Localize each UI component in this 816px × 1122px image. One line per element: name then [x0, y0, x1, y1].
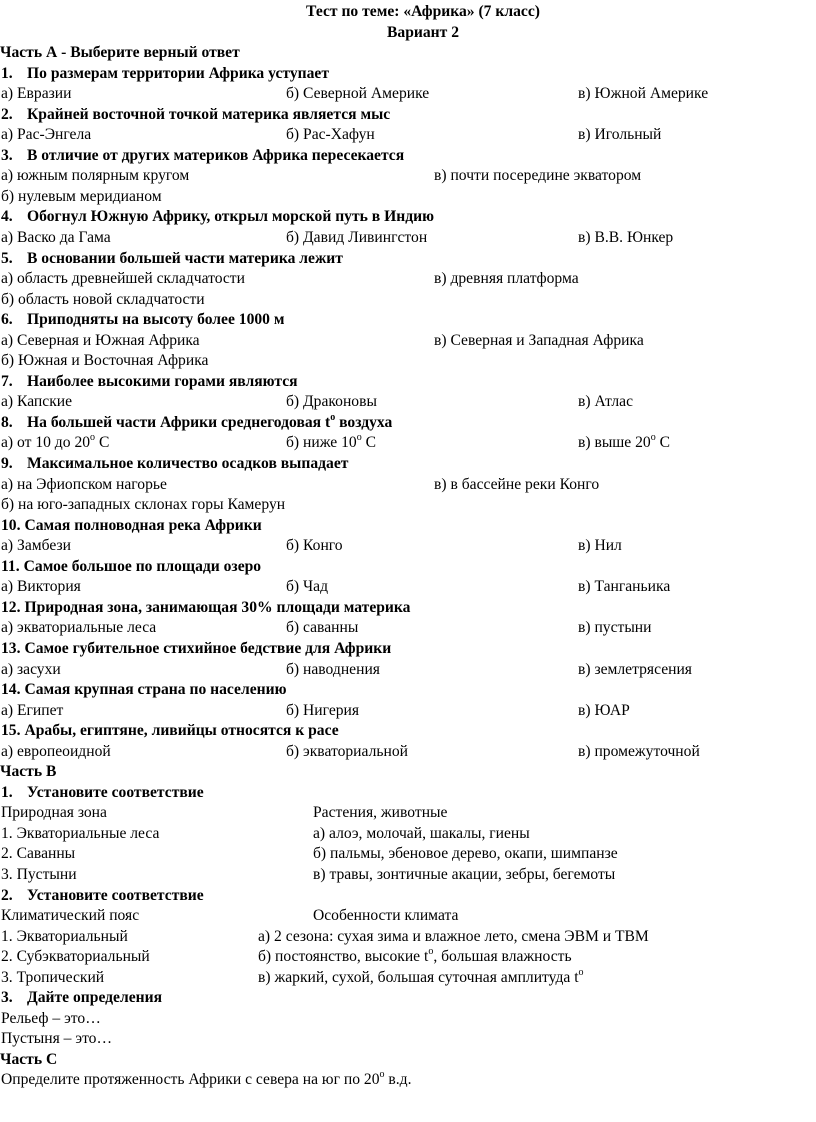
column-header-right: Особенности климата	[313, 907, 459, 925]
answer-option-b-text: б) наводнения	[286, 660, 380, 678]
answer-row	[0, 187, 816, 208]
answer-row	[0, 228, 816, 249]
question-label: Наиболее высокими горами являются	[27, 372, 298, 390]
match-right-item	[258, 927, 649, 948]
answer-option-b-text: б) Давид Ливингстон	[286, 229, 428, 247]
question-label: В основании большей части материка лежит	[27, 249, 343, 267]
answer-row	[0, 701, 816, 722]
answer-option-c-text: в) землетрясения	[578, 660, 692, 678]
question-label: Максимальное количество осадков выпадает	[27, 455, 349, 473]
question-line	[0, 207, 816, 228]
answer-option-c-text: в) выше 20	[578, 434, 651, 452]
answer-row	[0, 660, 816, 681]
question-number: 9.	[1, 455, 13, 473]
question-number: 5.	[1, 249, 13, 267]
match-row	[0, 824, 816, 845]
question-text	[0, 208, 434, 225]
answer-row	[0, 495, 816, 516]
match-right-item	[258, 947, 572, 968]
question-label: Установите соответствие	[27, 886, 204, 904]
answer-option-a-text: а) европеоидной	[1, 742, 111, 760]
question-line	[0, 105, 816, 126]
answer-option-b	[286, 660, 380, 681]
question-label: Дайте определения	[27, 989, 163, 1007]
degree-sup: о	[428, 945, 434, 957]
definition-line: Рельеф – это…	[1, 1009, 101, 1027]
answer-option-c	[578, 228, 673, 249]
answer-row	[0, 331, 816, 352]
question-label: На большей части Африки среднегодовая t	[27, 413, 331, 431]
variant-label: Вариант 2	[387, 23, 459, 41]
question-label: Природная зона, занимающая 30% площади материка	[24, 598, 411, 616]
question-text	[0, 373, 298, 390]
question-line	[0, 64, 816, 85]
question-text	[0, 887, 204, 904]
answer-option-c-text: в) Южной Америке	[578, 85, 709, 103]
question-text	[0, 147, 404, 164]
column-header-right: Растения, животные	[313, 804, 448, 822]
match-left-item: 3. Тропический	[1, 968, 105, 986]
answer-option-c-text: в) Нил	[578, 537, 622, 555]
answer-option-b-text: б) Северной Америке	[286, 85, 430, 103]
answer-row	[0, 475, 816, 496]
answer-option-c	[578, 701, 630, 722]
text-line	[0, 1070, 816, 1091]
question-line	[0, 516, 816, 537]
degree-sup: о	[578, 966, 584, 978]
match-right-item	[313, 865, 615, 886]
question-text	[0, 455, 348, 472]
text-line	[0, 2, 816, 23]
part-b-title: Часть В	[0, 763, 57, 781]
answer-option-b-text: б) Нигерия	[286, 701, 360, 719]
answer-option-c-text: в) промежуточной	[578, 742, 700, 760]
answer-option-c	[578, 577, 670, 598]
part-c-title: Часть С	[0, 1050, 58, 1068]
match-right-text: в) жаркий, сухой, большая суточная амплитуда t	[258, 968, 579, 986]
answer-option-b: б) область новой складчатости	[1, 290, 205, 308]
match-right-text: в) травы, зонтичные акации, зебры, бегемоты	[313, 865, 616, 883]
question-text	[0, 640, 391, 657]
question-label: Приподняты на высоту более 1000 м	[27, 311, 285, 329]
text-line	[0, 783, 816, 804]
question-text	[0, 311, 284, 328]
answer-option-b	[286, 228, 427, 249]
match-left-item: 1. Экваториальный	[1, 927, 128, 945]
answer-option-b-text: б) Конго	[286, 537, 343, 555]
answer-option-c	[578, 84, 708, 105]
answer-option-c	[578, 536, 622, 557]
answer-option-a	[1, 660, 61, 681]
question-number: 8.	[1, 413, 13, 431]
answer-option-a	[1, 618, 156, 639]
question-text	[0, 106, 390, 123]
answer-option-c	[578, 433, 670, 454]
answer-row	[0, 433, 816, 454]
part-c-question	[1, 1070, 412, 1091]
question-line	[0, 310, 816, 331]
answer-option-c	[578, 660, 692, 681]
match-right-item	[313, 844, 618, 865]
answer-row	[0, 392, 816, 413]
match-row	[0, 947, 816, 968]
degree-sup: о	[90, 432, 96, 444]
answer-option-c: в) Северная и Западная Африка	[434, 331, 644, 349]
answer-option-c-text: в) Игольный	[578, 126, 662, 144]
answer-option-a-text: а) Египет	[1, 701, 64, 719]
answer-row	[0, 742, 816, 763]
question-number: 7.	[1, 372, 13, 390]
text-line	[0, 1009, 816, 1030]
answer-option-a-text: а) Евразии	[1, 85, 72, 103]
question-text	[0, 784, 204, 801]
answer-option-b	[286, 392, 377, 413]
answer-option-b-text: б) Драконовы	[286, 393, 377, 411]
question-line	[0, 598, 816, 619]
answer-option-c-text: в) ЮАР	[578, 701, 630, 719]
text-line	[0, 1050, 816, 1071]
match-left-item: 2. Саванны	[1, 845, 76, 863]
text-line	[0, 988, 816, 1009]
answer-option-a-text: а) Рас-Энгела	[1, 126, 92, 144]
question-line	[0, 639, 816, 660]
question-line	[0, 413, 816, 434]
answer-tail: С	[655, 434, 671, 452]
answer-option-a-text: а) засухи	[1, 660, 61, 678]
question-number: 1.	[1, 64, 13, 82]
answer-option-c-text: в) Танганьика	[578, 578, 671, 596]
answer-row	[0, 618, 816, 639]
answer-option-a	[1, 84, 71, 105]
part-a-title: Часть А - Выберите верный ответ	[0, 44, 240, 62]
match-left-item: 3. Пустыни	[1, 865, 77, 883]
answer-option-a	[1, 228, 111, 249]
question-label: Самое большое по площади озеро	[23, 557, 262, 575]
match-right-item	[313, 824, 530, 845]
match-right-text: а) алоэ, молочай, шакалы, гиены	[313, 824, 530, 842]
answer-option-c-text: в) Атлас	[578, 393, 633, 411]
answer-row	[0, 84, 816, 105]
answer-option-a	[1, 392, 72, 413]
answer-option-a-text: а) Капские	[1, 393, 73, 411]
answer-option-c	[578, 742, 700, 763]
answer-option-b	[286, 433, 376, 454]
question-text	[0, 599, 410, 616]
question-line	[0, 146, 816, 167]
text-line	[0, 43, 816, 64]
question-text	[0, 558, 261, 575]
answer-option-a	[1, 577, 81, 598]
question-line	[0, 249, 816, 270]
question-label: Самая крупная страна по населению	[24, 681, 287, 699]
match-row	[0, 844, 816, 865]
answer-row	[0, 166, 816, 187]
match-row	[0, 968, 816, 989]
question-number: 6.	[1, 311, 13, 329]
answer-option-a: а) на Эфиопском нагорье	[1, 475, 167, 493]
answer-option-a: а) Северная и Южная Африка	[1, 331, 200, 349]
answer-option-a	[1, 125, 91, 146]
question-line	[0, 454, 816, 475]
answer-row	[0, 269, 816, 290]
answer-option-b	[286, 84, 429, 105]
answer-option-b-text: б) Рас-Хафун	[286, 126, 375, 144]
question-number: 12.	[1, 598, 21, 616]
question-label: Арабы, египтяне, ливийцы относятся к расе	[24, 722, 339, 740]
match-left-item: 2. Субэкваториальный	[1, 948, 150, 966]
question-label: Самое губительное стихийное бедствие для Африки	[24, 639, 392, 657]
text-line	[0, 906, 816, 927]
answer-option-c	[578, 618, 652, 639]
answer-option-b: б) на юго-западных склонах горы Камерун	[1, 496, 286, 514]
answer-option-a	[1, 536, 71, 557]
question-text	[0, 250, 343, 267]
answer-option-c	[578, 125, 661, 146]
answer-option-b: б) нулевым меридианом	[1, 187, 162, 205]
question-number: 3.	[1, 989, 13, 1007]
match-right-tail: , большая влажность	[433, 948, 572, 966]
answer-tail: С	[95, 434, 110, 452]
text-line	[0, 23, 816, 44]
column-header-left: Природная зона	[1, 804, 107, 822]
definition-line: Пустыня – это…	[1, 1030, 113, 1048]
answer-option-a-text: а) Васко да Гама	[1, 229, 111, 247]
match-right-text: б) пальмы, эбеновое дерево, окапи, шимпанзе	[313, 845, 618, 863]
answer-option-c	[578, 392, 633, 413]
answer-row	[0, 536, 816, 557]
column-header-left: Климатический пояс	[1, 907, 140, 925]
question-line	[0, 557, 816, 578]
answer-option-a	[1, 433, 109, 454]
answer-row	[0, 577, 816, 598]
question-number: 15.	[1, 722, 21, 740]
match-row	[0, 865, 816, 886]
answer-option-b-text: б) саванны	[286, 619, 359, 637]
answer-option-b-text: б) ниже 10	[286, 434, 357, 452]
question-number: 13.	[1, 639, 21, 657]
answer-option-b	[286, 701, 359, 722]
degree-sup: о	[379, 1069, 385, 1081]
match-right-text: а) 2 сезона: сухая зима и влажное лето, смена ЭВМ и ТВМ	[258, 927, 649, 945]
question-line	[0, 372, 816, 393]
answer-option-c: в) почти посередине экватором	[434, 167, 642, 185]
match-row	[0, 927, 816, 948]
question-number: 4.	[1, 208, 13, 226]
question-label: Самая полноводная река Африки	[24, 516, 262, 534]
text-line	[0, 803, 816, 824]
question-label: Крайней восточной точкой материка является мыс	[27, 105, 391, 123]
question-text	[0, 989, 162, 1006]
question-label-tail: воздуха	[335, 413, 393, 431]
answer-option-a-text: а) от 10 до 20	[1, 434, 91, 452]
match-right-item	[258, 968, 584, 989]
answer-option-c: в) древняя платформа	[434, 270, 579, 288]
match-left-item: 1. Экваториальные леса	[1, 824, 160, 842]
answer-option-b	[286, 618, 358, 639]
answer-option-b	[286, 742, 408, 763]
answer-option-a	[1, 701, 63, 722]
question-line	[0, 680, 816, 701]
question-text	[0, 65, 329, 82]
answer-option-a-text: а) Виктория	[1, 578, 81, 596]
question-label: Обогнул Южную Африку, открыл морской путь в Индию	[27, 208, 435, 226]
text-line	[0, 886, 816, 907]
part-c-text: Определите протяженность Африки с севера на юг по 20	[1, 1071, 380, 1089]
answer-option-a: а) область древнейшей складчатости	[1, 270, 245, 288]
question-number: 2.	[1, 105, 13, 123]
answer-option-a-text: а) экваториальные леса	[1, 619, 157, 637]
question-label: По размерам территории Африка уступает	[27, 64, 329, 82]
page-title: Тест по теме: «Африка» (7 класс)	[306, 3, 540, 20]
answer-option-b: б) Южная и Восточная Африка	[1, 352, 209, 370]
answer-option-b	[286, 125, 375, 146]
question-number: 11.	[1, 557, 20, 575]
degree-sup: о	[356, 432, 362, 444]
answer-row	[0, 351, 816, 372]
degree-sup: о	[650, 432, 656, 444]
answer-option-a-text: а) Замбези	[1, 537, 71, 555]
answer-option-b	[286, 577, 328, 598]
answer-option-c-text: в) пустыни	[578, 619, 652, 637]
part-c-tail: в.д.	[384, 1071, 412, 1089]
question-number: 14.	[1, 681, 21, 699]
question-line	[0, 721, 816, 742]
answer-option-a	[1, 742, 111, 763]
question-number: 1.	[1, 783, 13, 801]
answer-option-c-text: в) В.В. Юнкер	[578, 229, 674, 247]
answer-row	[0, 125, 816, 146]
answer-row	[0, 290, 816, 311]
question-text	[0, 517, 262, 534]
answer-tail: С	[361, 434, 377, 452]
question-label: В отличие от других материков Африка пересекается	[27, 146, 405, 164]
question-text	[0, 681, 287, 698]
question-text	[0, 411, 393, 431]
answer-option-c: в) в бассейне реки Конго	[434, 475, 600, 493]
question-number: 2.	[1, 886, 13, 904]
text-line	[0, 1029, 816, 1050]
degree-sup: о	[330, 411, 336, 423]
text-line	[0, 762, 816, 783]
question-number: 10.	[1, 516, 21, 534]
question-number: 3.	[1, 146, 13, 164]
question-label: Установите соответствие	[27, 783, 204, 801]
answer-option-a: а) южным полярным кругом	[1, 167, 190, 185]
answer-option-b-text: б) Чад	[286, 578, 329, 596]
question-text	[0, 722, 339, 739]
match-right-text: б) постоянство, высокие t	[258, 948, 429, 966]
answer-option-b	[286, 536, 343, 557]
answer-option-b-text: б) экваториальной	[286, 742, 408, 760]
